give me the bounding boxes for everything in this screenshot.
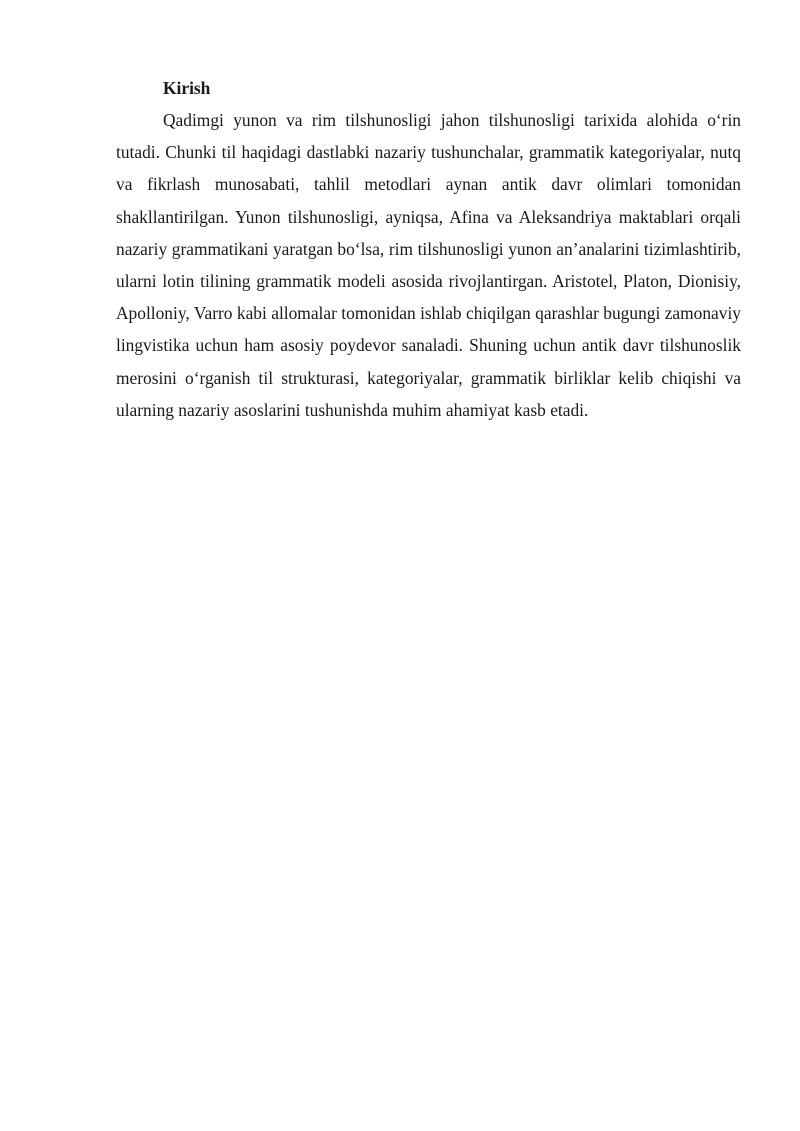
page-content: [116, 72, 741, 426]
intro-paragraph: Qadimgi yunon va rim tilshunosligi jahon tilshunosligi tarixida alohida o‘rin tutadi. Chunki til haqidagi dastlabki nazariy tushunchalar, grammatik kategoriyalar, nutq va fikrlash munosabati, tahlil metodlari aynan antik davr olimlari tomonidan shakllantirilgan. Yunon tilshunosligi, ayniqsa, Afina va Aleksandriya maktablari orqali nazariy grammatikani yaratgan bo‘lsa, rim tilshunosligi yunon an’analarini tizimlashtirib, ularni lotin tilining grammatik modeli asosida rivojlantirgan. Aristotel, Platon, Dionisiy, Apolloniy, Varro kabi allomalar tomonidan ishlab chiqilgan qarashlar bugungi zamonaviy lingvistika uchun ham asosiy poydevor sanaladi. Shuning uchun antik davr tilshunoslik merosini o‘rganish til strukturasi, kategoriyalar, grammatik birliklar kelib chiqishi va ularning nazariy asoslarini tushunishda muhim ahamiyat kasb etadi.: [116, 110, 741, 420]
section-heading: Kirish: [163, 78, 211, 98]
